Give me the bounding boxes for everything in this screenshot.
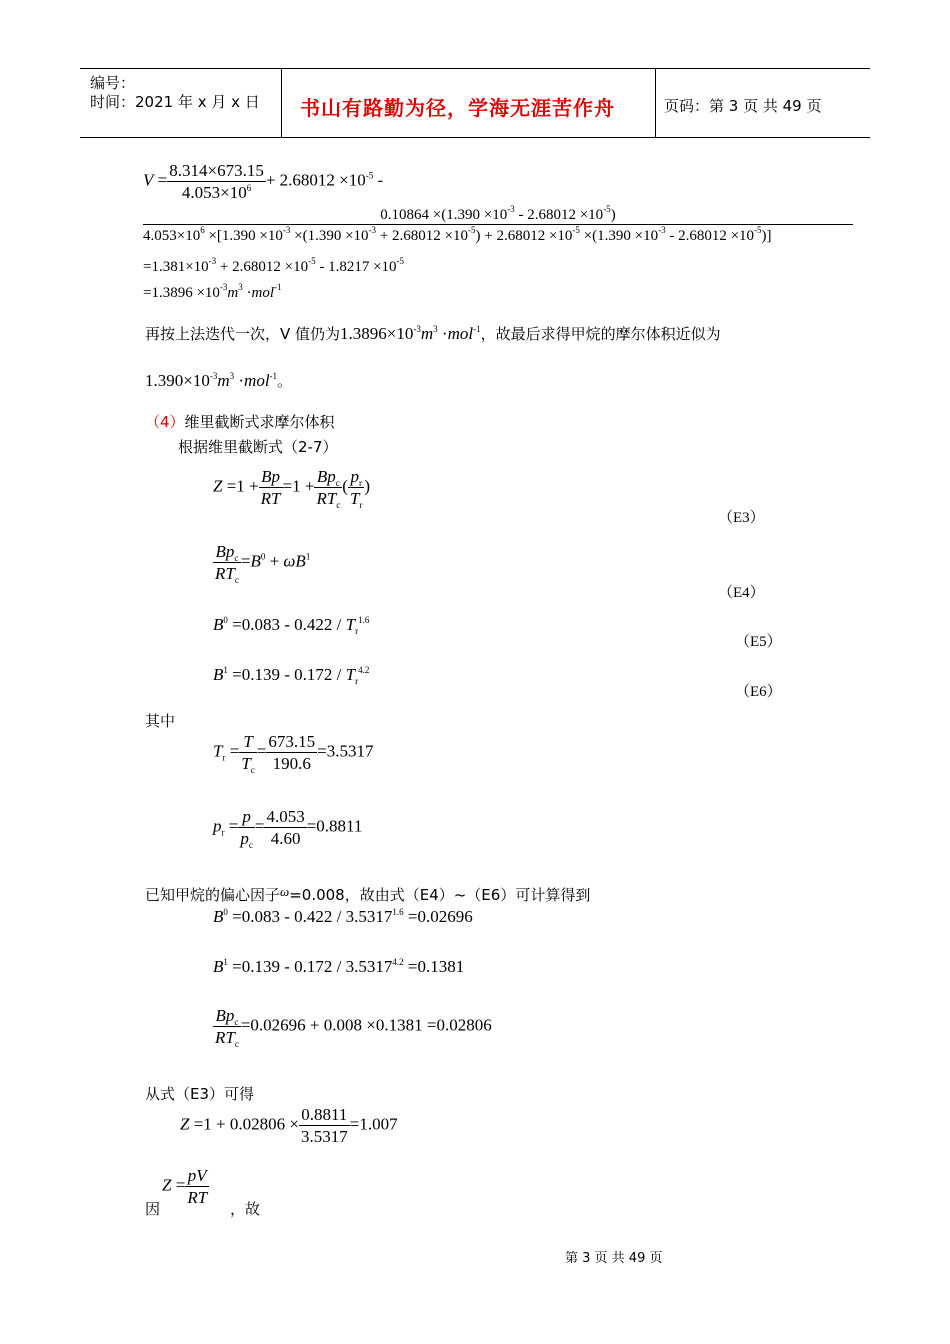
label-e5: （E5） — [735, 634, 782, 650]
final-volume: $1.390\times 10^{-3}m^3 \cdot mol^{-1}$。 — [145, 371, 293, 390]
calc-z: Z =1 + 0.02806 × $\frac{0.8811}{3.5317}$ =1.007 — [180, 1105, 398, 1147]
eq-z-def: Z = $\frac{pV}{RT}$ — [162, 1166, 208, 1208]
page-footer: 第 3 页 共 49 页 — [565, 1251, 663, 1266]
omega-text: 已知甲烷的偏心因子$^\omega$=0.008，故由式（E4）~（E6）可计算得到 — [145, 884, 591, 904]
header-divider — [655, 68, 656, 137]
iteration-text: 再按上法迭代一次，V 值仍为$1.3896\times 10^{-3}m^3 \cdot mol^{-1}$，故最后求得甲烷的摩尔体积近似为 — [145, 324, 721, 343]
eq-pr: $p_r$ = $\frac{p}{p_c}$ = $\frac{4.053}{4.60}$ =0.8811 — [213, 807, 363, 851]
eq-v-fraction: $0.10864 \times(1.390 \times 10^{-3} - 2.68012 \times 10^{-5})$ $4.053\times 10^6 \times[1.390 \times 10^{-3} \times(1.390 \times 10^{-3} + 2.68012 \times 10^{-5}) + 2.68012 \times 10^{-5} \times(1.390 \times 10^{-3} - 2.68012 \times 10^{-5})]$ — [143, 207, 853, 245]
calc-bpc: $\frac{Bp_c}{RT_c}$ =0.02696 + 0.008 ×0.1381 =0.02806 — [215, 1006, 492, 1050]
section-heading: （4）维里截断式求摩尔体积 — [145, 413, 335, 431]
label-e3: （E3） — [718, 510, 765, 526]
therefore-text: ，故 — [230, 1200, 261, 1218]
eq-v-line4: $=1.3896 \times 10^{-3}m^3 \cdot mol^{-1}$ — [143, 282, 282, 301]
header-divider — [281, 68, 282, 137]
eq-e5: $B^0 =0.083 - 0.422 / T_r^{1.6}$ — [213, 615, 370, 636]
label-e4: （E4） — [718, 585, 765, 601]
header-page: 页码：第 3 页 共 49 页 — [664, 97, 822, 115]
virial-intro: 根据维里截断式（2-7） — [178, 438, 338, 456]
because-text: 因 — [145, 1200, 161, 1218]
eq-v-line3: $=1.381\times 10^{-3} + 2.68012 \times 10^{-5} - 1.8217 \times 10^{-5}$ — [143, 256, 405, 275]
eq-e6: $B^1 =0.139 - 0.172 / T_r^{4.2}$ — [213, 665, 370, 686]
header-time: 时间：2021 年 x 月 x 日 — [90, 93, 260, 111]
where-text: 其中 — [145, 712, 176, 730]
calc-b0: $B^0 =0.083 - 0.422 / 3.5317^{1.6} =0.02696$ — [213, 907, 473, 926]
from-e3-text: 从式（E3）可得 — [145, 1085, 255, 1103]
eq-v-line1: V = $\frac{8.314\times 673.15}{4.053\times 10^6}$ + $2.68012 \times 10^{-5}$ - — [143, 161, 384, 203]
eq-e3: Z =1 + $\frac{Bp}{RT}$ =1 + $\frac{Bp_c}{RT_c}$ ( $\frac{p_r}{T_r}$ ) — [213, 467, 371, 511]
eq-tr: $T_r$ = $\frac{T}{T_c}$ = $\frac{673.15}{190.6}$ =3.5317 — [213, 732, 374, 776]
header-number: 编号： — [90, 74, 136, 92]
header-motto: 书山有路勤为径，学海无涯苦作舟 — [300, 96, 615, 120]
calc-b1: $B^1 =0.139 - 0.172 / 3.5317^{4.2} =0.1381$ — [213, 957, 465, 976]
eq-e4: $\frac{Bp_c}{RT_c}$ $=B^0 + \omega B^1$ — [215, 542, 311, 586]
label-e6: （E6） — [735, 684, 782, 700]
